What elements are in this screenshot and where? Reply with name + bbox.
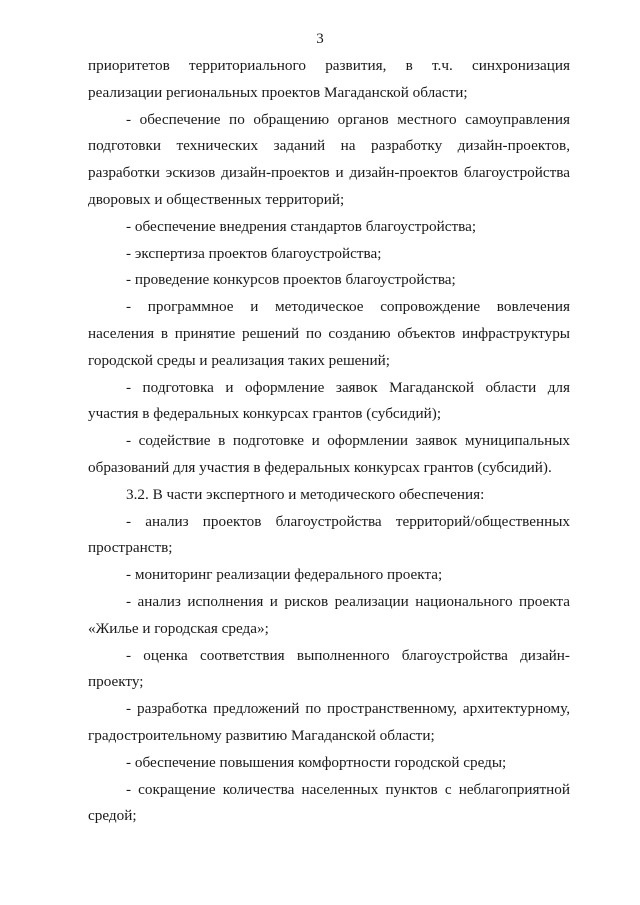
list-item: - оценка соответствия выполненного благоустройства дизайн-проекту; [88, 646, 570, 691]
list-item: - анализ исполнения и рисков реализации национального проекта «Жилье и городская среда»; [88, 592, 570, 637]
list-item: - экспертиза проектов благоустройства; [126, 244, 382, 262]
list-item: - обеспечение по обращению органов местного самоуправления подготовки технических заданий на разработку дизайн-проектов, разработки эскизов дизайн-проектов и дизайн-проектов благоустройства дворовых и общественных территорий; [88, 110, 570, 208]
list-item: - обеспечение внедрения стандартов благоустройства; [126, 217, 477, 235]
list-item: - сокращение количества населенных пунктов с неблагоприятной средой; [88, 780, 570, 825]
list-item: - содействие в подготовке и оформлении заявок муниципальных образований для участия в федеральных конкурсах грантов (субсидий). [88, 432, 570, 476]
list-item: - разработка предложений по пространственному, архитектурному, градостроительному развитию Магаданской области; [88, 700, 570, 744]
list-item: - проведение конкурсов проектов благоустройства; [126, 271, 456, 289]
list-item: - программное и методическое сопровождение вовлечения населения в принятие решений по созданию объектов инфраструктуры городской среды и реализация таких решений; [88, 298, 570, 369]
section-heading: 3.2. В части экспертного и методического обеспечения: [126, 485, 485, 503]
list-item: - анализ проектов благоустройства территорий/общественных пространств; [88, 512, 570, 557]
list-item: - мониторинг реализации федерального проекта; [126, 566, 443, 584]
page-number: 3 [316, 31, 324, 47]
list-item: - подготовка и оформление заявок Магаданской области для участия в федеральных конкурсах грантов (субсидий); [88, 378, 570, 423]
list-item: - обеспечение повышения комфортности городской среды; [126, 753, 507, 771]
document-body [88, 53, 570, 830]
paragraph-continuation: приоритетов территориального развития, в т.ч. синхронизация реализации региональных проектов Магаданской области; [88, 57, 570, 101]
